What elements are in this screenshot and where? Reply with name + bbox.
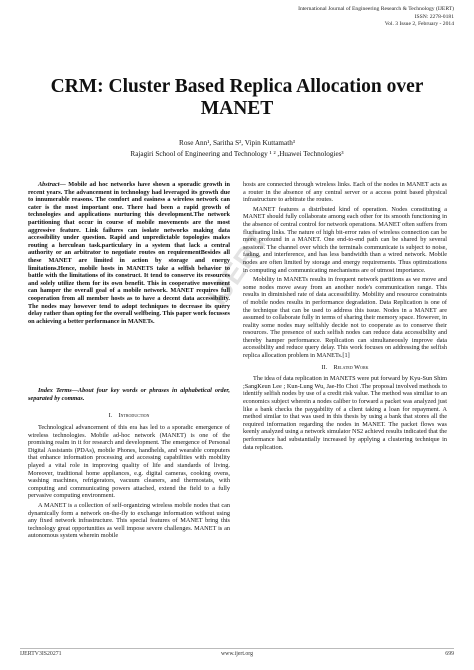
abstract-label: Abstract— (38, 181, 66, 188)
footer-website-link[interactable]: www.ijert.org (220, 651, 254, 657)
abstract (28, 181, 230, 325)
footer-page-number: 699 (445, 651, 454, 657)
body-paragraph: MANET features a distributed kind of operation. Nodes constituting a MANET should fully collaborate among each other for its smooth functioning in the absence of central control for network operations. MANET often suffers from fluctuating links. The nature of high bit-error rates of wireless connection can be more profound in a MANET. One end-to-end path can be shared by several sessions. The channel over which the terminals communicate is subject to noise, fading, and interference, and has less bandwidth than a wired network. Mobile nodes are often limited by storage and energy requirements. Thus optimizations in computing and communicating mechanisms are of utmost importance. (243, 205, 447, 274)
right-column (243, 181, 447, 453)
footer-divider (20, 648, 454, 649)
body-paragraph: hosts are connected through wireless links. Each of the nodes in MANET acts as a router in the absence of any central server or a access point based physical infrastructure to arbitrate the routes. (243, 181, 447, 204)
index-terms: Index Terms—About four key words or phrases in alphabetical order, separated by commas. (28, 387, 230, 402)
abstract-text: Mobile ad hoc networks have shown a sporadic growth in recent years. The advancement in technology had leveraged its growth due to innumerable reasons. The comfort and easiness a wireless network can cater is the most important one. There had been a rapid growth of technologies and applications nurturing this development.The network partitioning that occur in course of mobile movements are the most aggressive feature. Link failures can isolate networks making data accessibility under question. Rapid and unpredictable topologies makes routing a herculean task.particulary in a system that lack a central authority or an arbitrator to negotiate routes on requirementBesides all these MANET are limited in action by storage and energy limitations.Hence, mobile hosts in MANETS take a selfish behavior to battle with the limitations of its construct. It tend to conserve its resources and solely utilize them for its own benefit. This in cooperative movement can hamper the overall goal of a mobile network. MANET requires full cooperation from all member hosts as to have a decent data accessibility. The nodes may however tend to adopt techniques to decrease its query delay rather than opting for the overall welfbeing. This paper work focusses on achieving a better performance in MANETs. (28, 181, 230, 325)
journal-header (298, 6, 454, 29)
section-heading-introduction: I. Introduction (108, 412, 150, 420)
section-heading-related-work: II. Related Work (321, 363, 369, 371)
watermark-logo: IJERT (201, 223, 276, 311)
journal-volume: Vol. 3 Issue 2, February - 2014 (384, 21, 454, 28)
journal-issn: ISSN: 2278-0181 (414, 13, 454, 20)
paper-title: CRM: Cluster Based Replica Allocation over MANET (50, 76, 424, 119)
intro-paragraph: Technological advancement of this era has led to a sporadic emergence of wireless technologies. Mobile ad-hoc network (MANET) is one of the promising realm in it for research and development. The emergence of Personal Digital Assistants (PDAs), mobile Phones, handhelds, and wearable computers that enhance information processing and accessing capabilities with mobility played a vital role in improving quality of life and standards of living. Moreover, traditional home appliances, e.g. digital cameras, cooking ovens, washing machines, refrigerators, vacuum cleaners, and thermostats, with computing and communicating powers attached, extend the field to a fully pervasive computing environment. (28, 424, 230, 500)
journal-name: International Journal of Engineering Research & Technology (IJERT) (298, 6, 454, 12)
intro-paragraph: A MANET is a collection of self-organizing wireless mobile nodes that can dynamically form a network on-the-fly to exchange information without using any fixed network infrastructure. This special features of MANET bring this technology great opportunities as well impose severe challenges. MANET is an autonomous system wherein mobile (28, 502, 230, 540)
body-paragraph: Mobility in MANETs results in frequent network partitions as we move and some nodes move away from an another node's communication range. This results in diminished rate of data accessibility. Mobility and resource constraints of mobile nodes results in performance degradation. Data Replication is one of the technique that can be used to address this issue. Nodes in a MANET are assumed to collaborate fully in terms of sharing their memory space. However, in reality some nodes may selfishly decide not to cooperate as to conserve their resources. The presence of such selfish nodes can reduce data accessibility and thereby hamper performance. Replication can simultaneously improve data accessibility and reduce query delay. This work focuses on addressing the selfish replica allocation problem in MANETs.[1] (243, 276, 447, 360)
left-column (28, 181, 230, 542)
footer-paper-id: IJERTV3IS20271 (20, 651, 62, 657)
related-work-paragraph: The idea of data replication in MANETS were put forward by Kyu-Sun Shim ;SangKeun Lee ; Kun-Lung Wu, Jae-Ho Choi .The proposal involved methods to identify selfish nodes by use of a credit risk value. The method was similiar to an economics subject wherein a nodes caliber to forward a packet was analyzed just like a bank checks the paygability of a client taking a loan for repayment. A method similar to that was used in this thesis by using a bank that stores all the required information regarding the nodes in MANET. The packet flows was keenly analyzed using a network simulator NS2 achievd results indicated that the performance had substantially increased by applying a clustering technique in data replication. (243, 375, 447, 451)
paper-authors: Rose Ann¹, Saritha S², Vipin Kuttamath³ (179, 139, 295, 147)
paper-affiliation: Rajagiri School of Engineering and Technology ¹ ² ,Huawei Technologies³ (130, 150, 344, 158)
